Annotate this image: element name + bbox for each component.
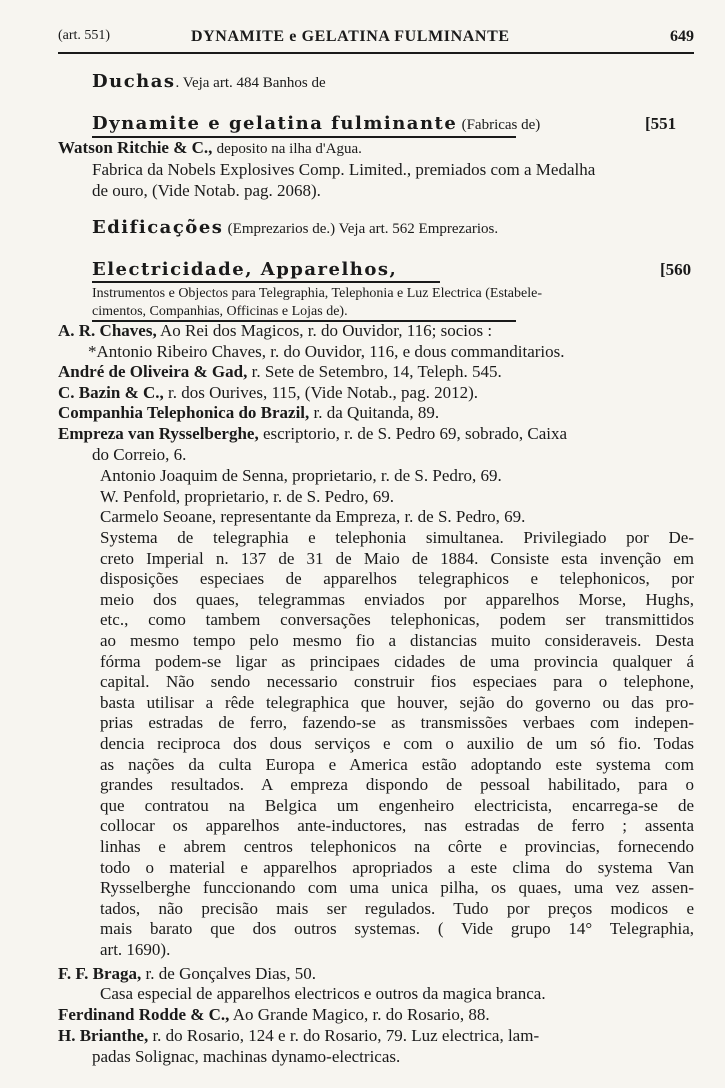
- section-heading-dynamite-line: [92, 114, 540, 135]
- paragraph-line: art. 1690).: [100, 940, 171, 959]
- paragraph-line: que contratou na Belgica um engenheiro electricista, encarrega-se de: [100, 795, 694, 815]
- dynamite-article-ref: [551: [645, 114, 677, 133]
- list-item: Companhia Telephonica do Brazil, r. da Quitanda, 89.: [58, 403, 440, 422]
- brianthe-line: padas Solignac, machinas dynamo-electricas.: [92, 1047, 401, 1066]
- electricidade-intro-line: cimentos, Companhias, Officinas e Lojas de).: [92, 304, 348, 319]
- paragraph-line: capital. Não sendo necessario construir fios especiaes para o telephone,: [100, 672, 694, 692]
- entry-duchas: [92, 72, 326, 93]
- paragraph-line: prias estradas de ferro, fazendo-se as transmissões verbaes com indepen-: [100, 713, 694, 733]
- empreza-person: W. Penfold, proprietario, r. de S. Pedro, 69.: [100, 487, 394, 506]
- entry-watson: [58, 138, 362, 159]
- list-item: C. Bazin & C., r. dos Ourives, 115, (Vide Notab., pag. 2012).: [58, 383, 478, 402]
- dynamite-qualifier: (Fabricas de): [461, 117, 541, 133]
- dynamite-text-line: de ouro, (Vide Notab. pag. 2068).: [92, 181, 321, 200]
- page-number: 649: [670, 28, 694, 45]
- empreza-person: Antonio Joaquim de Senna, proprietario, r. de S. Pedro, 69.: [100, 466, 502, 485]
- section-heading-electricidade: Electricidade, Apparelhos,: [92, 259, 398, 280]
- paragraph-line: fórma podem-se ligar as principaes cidades de uma provincia qualquer á: [100, 651, 694, 671]
- list-item: *Antonio Ribeiro Chaves, r. do Ouvidor, 116, e dous commanditarios.: [88, 342, 565, 361]
- paragraph-line: linhas e abrem centros telephonicos na côrte e provincias, fornecendo: [100, 837, 694, 856]
- paragraph-line: Systema de telegraphia e telephonia simultanea. Privilegiado por De-: [100, 528, 694, 547]
- paragraph-line: tados, não precisão mais ser regulados. Tudo por preços modicos e: [100, 898, 694, 918]
- paragraph-line: ao mesmo tempo pelo mesmo fio a distancias muito consideraveis. Desta: [100, 631, 694, 650]
- paragraph-line: grandes resultados. A empreza dispondo de pessoal habilitado, para o: [100, 775, 694, 795]
- entry-rodde: Ferdinand Rodde & C., Ao Grande Magico, r. do Rosario, 88.: [58, 1005, 490, 1024]
- paragraph-line: basta utilisar a rêde telegraphica que houver, sejão do governo ou das pro-: [100, 692, 694, 712]
- list-item: A. R. Chaves, Ao Rei dos Magicos, r. do Ouvidor, 116; socios :: [58, 321, 493, 340]
- paragraph-line: meio dos quaes, telegrammas enviados por apparelhos Morse, Hughs,: [100, 589, 694, 609]
- header-title: DYNAMITE e GELATINA FULMINANTE: [191, 28, 510, 45]
- duchas-text: . Veja art. 484 Banhos de: [175, 75, 326, 91]
- paragraph-line: todo o material e apparelhos apropriados a este clima do systema Van: [100, 857, 694, 877]
- paragraph-line: mais barato que dos outros systemas. ( Vide grupo 14° Telegraphia,: [100, 919, 694, 939]
- entry-edificacoes: [92, 218, 498, 239]
- electricidade-heading-rule: [92, 281, 440, 283]
- entry-braga: F. F. Braga, r. de Gonçalves Dias, 50.: [58, 964, 316, 983]
- page-header: [58, 28, 694, 50]
- empreza-person: Carmelo Seoane, representante da Empreza, r. de S. Pedro, 69.: [100, 507, 526, 526]
- paragraph-line: creto Imperial n. 137 de 31 de Maio de 1884. Consiste esta invenção em: [100, 548, 694, 568]
- paragraph-line: Rysselberghe funccionando com uma unica pilha, os quaes, uma vez assen-: [100, 878, 694, 898]
- entry-empreza: Empreza van Rysselberghe, escriptorio, r. de S. Pedro 69, sobrado, Caixa: [58, 424, 568, 443]
- paragraph-line: dencia reciproca dos dous serviços e com o auxilio de um só fio. Todas: [100, 734, 694, 753]
- header-rule: [58, 52, 694, 54]
- electricidade-article-ref: [560: [660, 260, 692, 279]
- paragraph-line: etc., como tambem conversações telephonicas, podem ser transmittidos: [100, 610, 694, 630]
- braga-line: Casa especial de apparelhos electricos e outros da magica branca.: [100, 984, 546, 1003]
- entry-brianthe: H. Brianthe, r. do Rosario, 124 e r. do Rosario, 79. Luz electrica, lam-: [58, 1026, 540, 1045]
- paragraph-line: collocar os apparelhos ante-inductores, nas estradas de ferro ; assenta: [100, 816, 694, 836]
- edificacoes-text: (Emprezarios de.) Veja art. 562 Emprezarios.: [227, 221, 499, 237]
- electricidade-intro-line: Instrumentos e Objectos para Telegraphia, Telephonia e Luz Electrica (Estabele-: [92, 286, 542, 301]
- paragraph-line: disposições especiaes de apparelhos telegraphicos e telephonicos, por: [100, 569, 694, 589]
- dynamite-text-line: Fabrica da Nobels Explosives Comp. Limited., premiados com a Medalha: [92, 160, 596, 179]
- empreza-line: do Correio, 6.: [92, 445, 187, 464]
- entry-name: Watson Ritchie & C.,: [58, 138, 213, 157]
- list-item: André de Oliveira & Gad, r. Sete de Setembro, 14, Teleph. 545.: [58, 362, 502, 381]
- section-heading-edificacoes: Edificações: [92, 217, 224, 238]
- paragraph-line: as nações da culta Europa e America estão adoptando este systema com: [100, 754, 694, 774]
- section-heading-duchas: Duchas: [92, 71, 176, 92]
- header-article-ref: (art. 551): [58, 28, 111, 43]
- entry-address: deposito na ilha d'Agua.: [216, 141, 362, 157]
- section-heading-dynamite: Dynamite e gelatina fulminante: [92, 113, 458, 134]
